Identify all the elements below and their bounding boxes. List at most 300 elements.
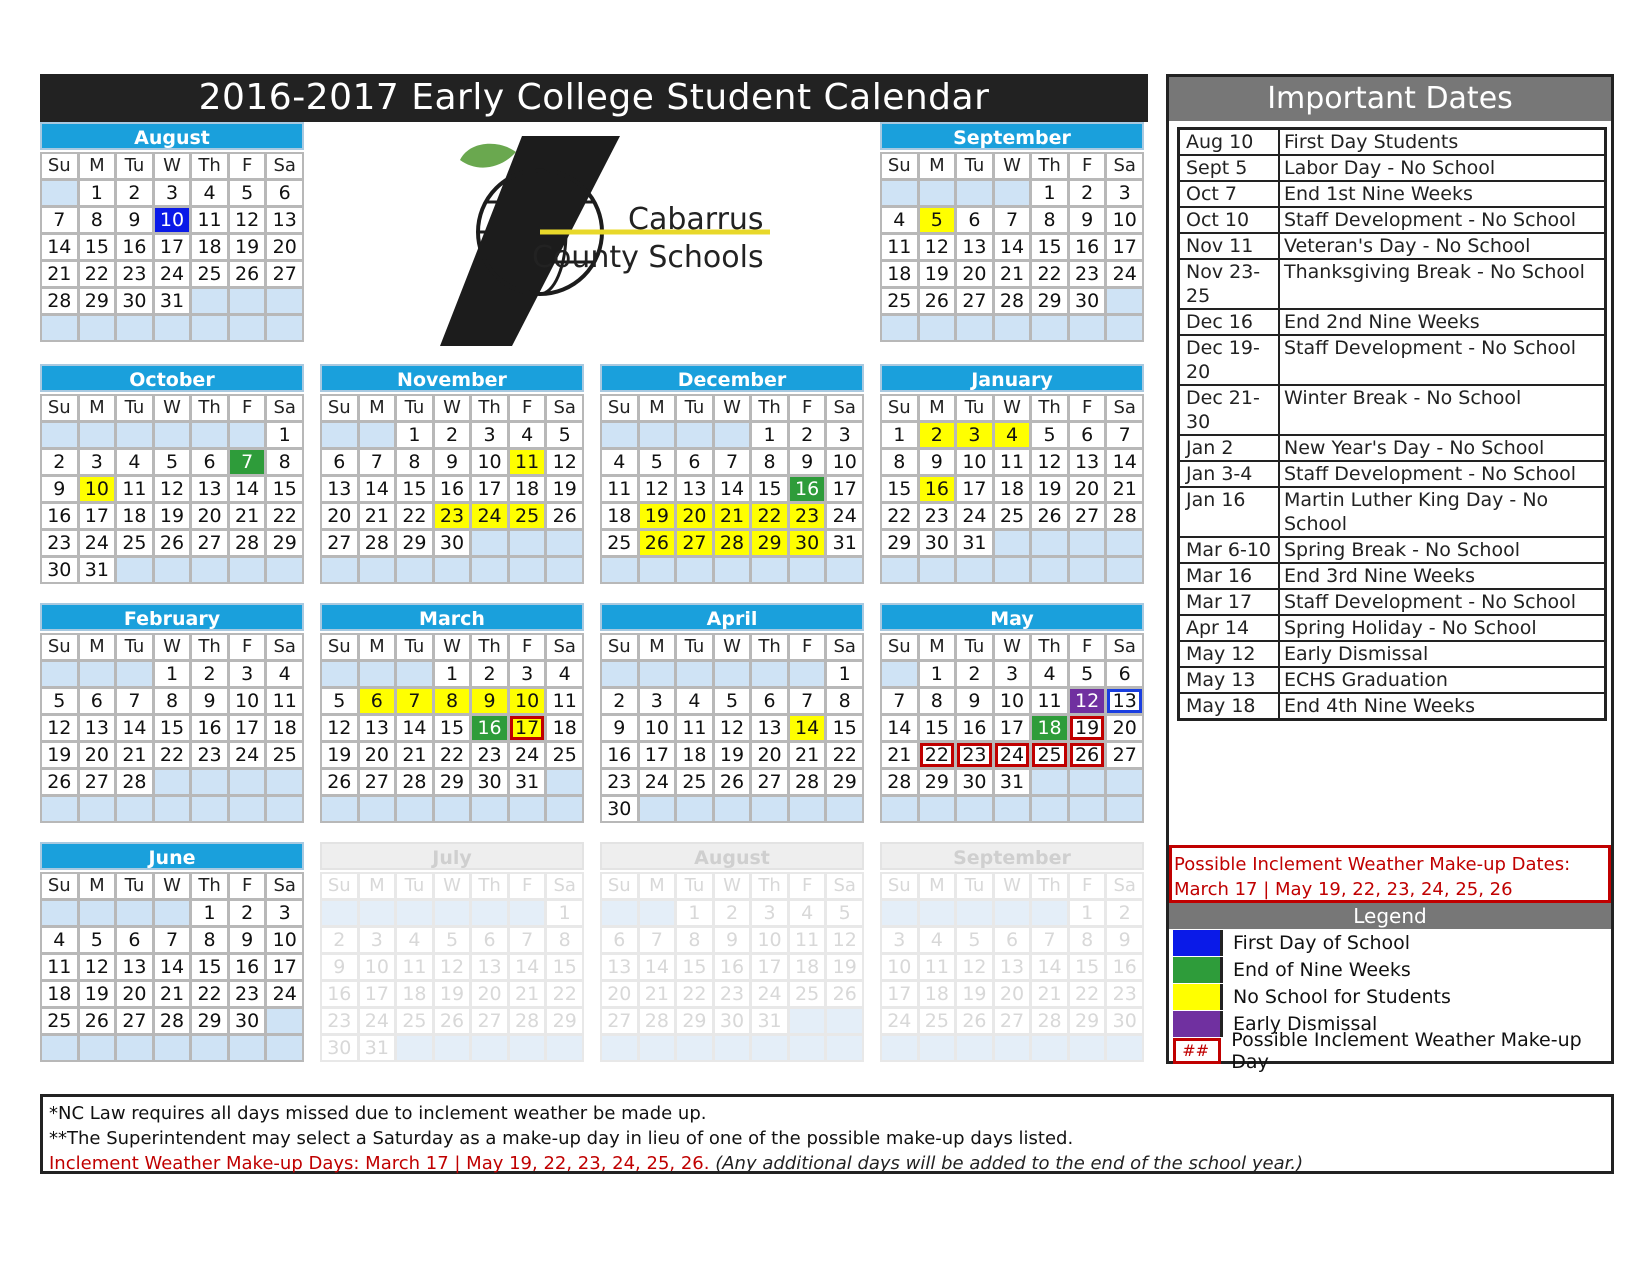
day-cell: 27 bbox=[957, 289, 992, 313]
day-cell: 25 bbox=[677, 770, 712, 794]
day-cell: 14 bbox=[1032, 955, 1067, 979]
day-cell: 15 bbox=[677, 955, 712, 979]
month-grid bbox=[320, 633, 584, 823]
month-grid bbox=[880, 394, 1144, 584]
empty-day-cell bbox=[1107, 289, 1142, 313]
empty-day-cell bbox=[435, 797, 470, 821]
empty-day-cell bbox=[790, 558, 825, 582]
day-cell: 13 bbox=[677, 477, 712, 501]
important-date: Oct 7 bbox=[1180, 182, 1280, 206]
empty-day-cell bbox=[882, 558, 917, 582]
day-cell: 12 bbox=[715, 716, 750, 740]
day-of-week-header: F bbox=[1070, 874, 1105, 898]
day-cell: 7 bbox=[117, 689, 152, 713]
day-cell: 23 bbox=[1070, 262, 1105, 286]
day-cell: 19 bbox=[230, 235, 265, 259]
day-cell: 19 bbox=[155, 504, 190, 528]
note-line-3 bbox=[49, 1151, 1605, 1176]
day-cell: 26 bbox=[920, 289, 955, 313]
important-event: End 4th Nine Weeks bbox=[1284, 695, 1475, 717]
day-cell: 15 bbox=[547, 955, 582, 979]
empty-day-cell bbox=[230, 558, 265, 582]
day-of-week-header: W bbox=[995, 396, 1030, 420]
legend-row bbox=[1169, 956, 1611, 983]
day-cell: 1 bbox=[1032, 181, 1067, 205]
day-cell: 12 bbox=[435, 955, 470, 979]
important-date: Oct 10 bbox=[1180, 208, 1280, 232]
note-makeup-days: Inclement Weather Make-up Days: March 17 | May 19, 22, 23, 24, 25, 26. bbox=[49, 1153, 710, 1174]
day-cell: 10 bbox=[510, 689, 545, 713]
day-cell: 5 bbox=[920, 208, 955, 232]
day-cell: 2 bbox=[1107, 901, 1142, 925]
day-cell: 17 bbox=[752, 955, 787, 979]
empty-day-cell bbox=[80, 1036, 115, 1060]
day-cell: 30 bbox=[715, 1009, 750, 1033]
empty-day-cell bbox=[360, 901, 395, 925]
day-cell: 5 bbox=[435, 928, 470, 952]
day-cell: 8 bbox=[397, 450, 432, 474]
day-cell: 6 bbox=[472, 928, 507, 952]
day-cell: 9 bbox=[715, 928, 750, 952]
day-cell: 25 bbox=[510, 504, 545, 528]
day-cell: 24 bbox=[640, 770, 675, 794]
day-cell: 19 bbox=[42, 743, 77, 767]
day-cell: 23 bbox=[322, 1009, 357, 1033]
day-cell: 7 bbox=[995, 208, 1030, 232]
day-cell: 18 bbox=[790, 955, 825, 979]
day-cell: 28 bbox=[790, 770, 825, 794]
day-of-week-header: W bbox=[715, 396, 750, 420]
day-cell: 10 bbox=[752, 928, 787, 952]
day-of-week-header: W bbox=[715, 635, 750, 659]
day-cell: 25 bbox=[42, 1009, 77, 1033]
day-of-week-header: Tu bbox=[117, 154, 152, 178]
day-of-week-header: F bbox=[1070, 396, 1105, 420]
day-cell: 4 bbox=[790, 901, 825, 925]
empty-day-cell bbox=[640, 662, 675, 686]
day-cell: 25 bbox=[995, 504, 1030, 528]
empty-day-cell bbox=[472, 797, 507, 821]
day-cell: 30 bbox=[230, 1009, 265, 1033]
empty-day-cell bbox=[1070, 531, 1105, 555]
day-cell: 2 bbox=[435, 423, 470, 447]
day-cell: 9 bbox=[957, 689, 992, 713]
day-cell: 8 bbox=[155, 689, 190, 713]
legend-label: End of Nine Weeks bbox=[1233, 958, 1411, 981]
inclement-weather-box bbox=[1169, 845, 1611, 903]
empty-day-cell bbox=[397, 901, 432, 925]
day-cell: 22 bbox=[882, 504, 917, 528]
empty-day-cell bbox=[957, 181, 992, 205]
day-cell: 20 bbox=[1070, 477, 1105, 501]
notes-box bbox=[40, 1094, 1614, 1174]
day-cell: 7 bbox=[790, 689, 825, 713]
day-cell: 6 bbox=[995, 928, 1030, 952]
day-cell: 27 bbox=[192, 531, 227, 555]
empty-day-cell bbox=[1070, 797, 1105, 821]
day-of-week-header: Sa bbox=[827, 874, 862, 898]
day-cell: 8 bbox=[1070, 928, 1105, 952]
day-cell: 27 bbox=[360, 770, 395, 794]
empty-day-cell bbox=[192, 289, 227, 313]
day-cell: 17 bbox=[230, 716, 265, 740]
empty-day-cell bbox=[472, 531, 507, 555]
empty-day-cell bbox=[80, 662, 115, 686]
day-cell: 17 bbox=[882, 982, 917, 1006]
day-cell: 11 bbox=[995, 450, 1030, 474]
day-cell: 31 bbox=[827, 531, 862, 555]
important-date: Jan 16 bbox=[1180, 488, 1280, 536]
empty-day-cell bbox=[827, 1009, 862, 1033]
important-date: Mar 6-10 bbox=[1180, 538, 1280, 562]
day-cell: 2 bbox=[42, 450, 77, 474]
day-cell: 28 bbox=[155, 1009, 190, 1033]
legend-label: Early Dismissal bbox=[1233, 1012, 1378, 1035]
month-name: August bbox=[40, 122, 304, 150]
empty-day-cell bbox=[360, 423, 395, 447]
day-cell: 18 bbox=[1032, 716, 1067, 740]
empty-day-cell bbox=[882, 662, 917, 686]
day-cell: 26 bbox=[322, 770, 357, 794]
day-of-week-header: F bbox=[230, 635, 265, 659]
empty-day-cell bbox=[510, 797, 545, 821]
important-event: Martin Luther King Day - No School bbox=[1284, 489, 1549, 535]
day-of-week-header: Su bbox=[322, 874, 357, 898]
day-cell: 3 bbox=[360, 928, 395, 952]
day-cell: 2 bbox=[1070, 181, 1105, 205]
day-cell: 27 bbox=[1070, 504, 1105, 528]
empty-day-cell bbox=[230, 423, 265, 447]
day-cell: 17 bbox=[80, 504, 115, 528]
day-of-week-header: Sa bbox=[827, 635, 862, 659]
empty-day-cell bbox=[192, 797, 227, 821]
day-cell: 1 bbox=[267, 423, 302, 447]
day-cell: 30 bbox=[1107, 1009, 1142, 1033]
day-cell: 21 bbox=[1107, 477, 1142, 501]
day-cell: 10 bbox=[827, 450, 862, 474]
empty-day-cell bbox=[1107, 770, 1142, 794]
day-cell: 28 bbox=[640, 1009, 675, 1033]
day-of-week-header: F bbox=[790, 396, 825, 420]
empty-day-cell bbox=[42, 662, 77, 686]
day-cell: 10 bbox=[230, 689, 265, 713]
day-cell: 17 bbox=[472, 477, 507, 501]
day-cell: 7 bbox=[42, 208, 77, 232]
month-grid bbox=[40, 633, 304, 823]
day-cell: 1 bbox=[155, 662, 190, 686]
month-july bbox=[320, 842, 584, 1062]
day-cell: 14 bbox=[397, 716, 432, 740]
day-cell: 13 bbox=[1107, 689, 1142, 713]
inclement-line1: Possible Inclement Weather Make-up Dates: bbox=[1174, 854, 1571, 875]
day-cell: 29 bbox=[882, 531, 917, 555]
day-cell: 25 bbox=[790, 982, 825, 1006]
empty-day-cell bbox=[715, 662, 750, 686]
day-cell: 30 bbox=[322, 1036, 357, 1060]
day-cell: 5 bbox=[155, 450, 190, 474]
day-cell: 5 bbox=[230, 181, 265, 205]
empty-day-cell bbox=[117, 901, 152, 925]
empty-day-cell bbox=[435, 901, 470, 925]
month-grid bbox=[880, 633, 1144, 823]
empty-day-cell bbox=[192, 316, 227, 340]
day-cell: 13 bbox=[602, 955, 637, 979]
day-cell: 26 bbox=[957, 1009, 992, 1033]
empty-day-cell bbox=[715, 558, 750, 582]
empty-day-cell bbox=[230, 797, 265, 821]
day-of-week-header: Su bbox=[882, 635, 917, 659]
important-event: Staff Development - No School bbox=[1284, 463, 1577, 485]
day-cell: 4 bbox=[397, 928, 432, 952]
important-date-row bbox=[1180, 310, 1604, 334]
day-of-week-header: Su bbox=[602, 635, 637, 659]
day-of-week-header: Su bbox=[602, 874, 637, 898]
note-line-2: **The Superintendent may select a Saturday as a make-up day in lieu of one of the possible make-up days listed. bbox=[49, 1128, 1074, 1149]
day-of-week-header: Su bbox=[42, 154, 77, 178]
empty-day-cell bbox=[397, 1036, 432, 1060]
empty-day-cell bbox=[192, 770, 227, 794]
day-cell: 26 bbox=[547, 504, 582, 528]
empty-day-cell bbox=[995, 531, 1030, 555]
day-cell: 2 bbox=[472, 662, 507, 686]
empty-day-cell bbox=[42, 1036, 77, 1060]
day-of-week-header: Sa bbox=[267, 874, 302, 898]
empty-day-cell bbox=[117, 316, 152, 340]
day-cell: 20 bbox=[117, 982, 152, 1006]
day-cell: 1 bbox=[827, 662, 862, 686]
day-cell: 19 bbox=[827, 955, 862, 979]
month-may bbox=[880, 603, 1144, 823]
legend-swatch: ## bbox=[1173, 1038, 1221, 1064]
day-cell: 3 bbox=[640, 689, 675, 713]
day-of-week-header: M bbox=[80, 396, 115, 420]
empty-day-cell bbox=[602, 558, 637, 582]
day-cell: 28 bbox=[995, 289, 1030, 313]
empty-day-cell bbox=[1070, 316, 1105, 340]
empty-day-cell bbox=[155, 770, 190, 794]
day-cell: 1 bbox=[547, 901, 582, 925]
day-cell: 25 bbox=[192, 262, 227, 286]
day-of-week-header: F bbox=[230, 154, 265, 178]
month-april bbox=[600, 603, 864, 823]
empty-day-cell bbox=[322, 558, 357, 582]
day-cell: 19 bbox=[1032, 477, 1067, 501]
day-cell: 15 bbox=[920, 716, 955, 740]
month-name: October bbox=[40, 364, 304, 392]
day-cell: 18 bbox=[677, 743, 712, 767]
empty-day-cell bbox=[957, 558, 992, 582]
day-cell: 13 bbox=[752, 716, 787, 740]
important-date: Dec 21-30 bbox=[1180, 386, 1280, 434]
empty-day-cell bbox=[155, 1036, 190, 1060]
day-of-week-header: Sa bbox=[827, 396, 862, 420]
day-of-week-header: F bbox=[790, 874, 825, 898]
empty-day-cell bbox=[790, 662, 825, 686]
day-cell: 2 bbox=[322, 928, 357, 952]
day-of-week-header: F bbox=[510, 635, 545, 659]
day-of-week-header: W bbox=[995, 154, 1030, 178]
day-of-week-header: W bbox=[155, 635, 190, 659]
important-event: Staff Development - No School bbox=[1284, 209, 1577, 231]
day-cell: 12 bbox=[80, 955, 115, 979]
day-cell: 28 bbox=[715, 531, 750, 555]
day-of-week-header: Sa bbox=[1107, 874, 1142, 898]
day-cell: 20 bbox=[1107, 716, 1142, 740]
day-cell: 21 bbox=[42, 262, 77, 286]
day-cell: 25 bbox=[117, 531, 152, 555]
day-of-week-header: F bbox=[230, 874, 265, 898]
day-of-week-header: W bbox=[435, 396, 470, 420]
important-date-row bbox=[1180, 130, 1604, 154]
day-of-week-header: Su bbox=[42, 396, 77, 420]
day-cell: 3 bbox=[1107, 181, 1142, 205]
day-of-week-header: Su bbox=[322, 635, 357, 659]
empty-day-cell bbox=[957, 1036, 992, 1060]
important-event: ECHS Graduation bbox=[1284, 669, 1448, 691]
important-date-row bbox=[1180, 182, 1604, 206]
day-cell: 3 bbox=[882, 928, 917, 952]
empty-day-cell bbox=[827, 797, 862, 821]
important-event: Labor Day - No School bbox=[1284, 157, 1496, 179]
empty-day-cell bbox=[920, 316, 955, 340]
day-of-week-header: Th bbox=[1032, 874, 1067, 898]
empty-day-cell bbox=[192, 558, 227, 582]
day-cell: 25 bbox=[397, 1009, 432, 1033]
empty-day-cell bbox=[1107, 558, 1142, 582]
day-of-week-header: Su bbox=[42, 635, 77, 659]
day-of-week-header: Th bbox=[752, 874, 787, 898]
day-cell: 12 bbox=[547, 450, 582, 474]
day-cell: 4 bbox=[42, 928, 77, 952]
day-cell: 11 bbox=[677, 716, 712, 740]
month-grid bbox=[40, 394, 304, 584]
day-cell: 27 bbox=[322, 531, 357, 555]
day-cell: 5 bbox=[1032, 423, 1067, 447]
day-of-week-header: Tu bbox=[957, 874, 992, 898]
day-cell: 23 bbox=[920, 504, 955, 528]
legend bbox=[1169, 929, 1611, 1073]
note-additional-days: (Any additional days will be added to the end of the school year.) bbox=[715, 1153, 1304, 1174]
empty-day-cell bbox=[42, 423, 77, 447]
day-cell: 5 bbox=[640, 450, 675, 474]
day-cell: 31 bbox=[752, 1009, 787, 1033]
day-cell: 2 bbox=[790, 423, 825, 447]
empty-day-cell bbox=[435, 558, 470, 582]
day-cell: 19 bbox=[1070, 716, 1105, 740]
day-cell: 21 bbox=[117, 743, 152, 767]
day-cell: 23 bbox=[602, 770, 637, 794]
day-cell: 10 bbox=[995, 689, 1030, 713]
empty-day-cell bbox=[920, 901, 955, 925]
day-of-week-header: Th bbox=[752, 396, 787, 420]
day-cell: 19 bbox=[640, 504, 675, 528]
empty-day-cell bbox=[1032, 531, 1067, 555]
day-of-week-header: M bbox=[920, 635, 955, 659]
day-of-week-header: Sa bbox=[267, 154, 302, 178]
day-cell: 30 bbox=[435, 531, 470, 555]
day-of-week-header: Tu bbox=[117, 396, 152, 420]
day-cell: 18 bbox=[602, 504, 637, 528]
empty-day-cell bbox=[267, 1009, 302, 1033]
empty-day-cell bbox=[360, 797, 395, 821]
empty-day-cell bbox=[42, 316, 77, 340]
empty-day-cell bbox=[510, 531, 545, 555]
day-cell: 11 bbox=[602, 477, 637, 501]
day-of-week-header: Th bbox=[1032, 154, 1067, 178]
empty-day-cell bbox=[602, 901, 637, 925]
day-cell: 18 bbox=[192, 235, 227, 259]
day-cell: 27 bbox=[117, 1009, 152, 1033]
day-cell: 8 bbox=[827, 689, 862, 713]
day-cell: 24 bbox=[957, 504, 992, 528]
day-cell: 11 bbox=[1032, 689, 1067, 713]
day-cell: 23 bbox=[117, 262, 152, 286]
month-january bbox=[880, 364, 1144, 584]
day-cell: 16 bbox=[117, 235, 152, 259]
legend-swatch bbox=[1173, 1011, 1223, 1037]
day-cell: 23 bbox=[957, 743, 992, 767]
day-of-week-header: Th bbox=[472, 635, 507, 659]
day-cell: 10 bbox=[360, 955, 395, 979]
day-cell: 17 bbox=[995, 716, 1030, 740]
empty-day-cell bbox=[322, 901, 357, 925]
day-cell: 11 bbox=[42, 955, 77, 979]
important-event: Winter Break - No School bbox=[1284, 387, 1522, 409]
day-of-week-header: M bbox=[80, 635, 115, 659]
day-cell: 8 bbox=[920, 689, 955, 713]
important-date: Nov 23-25 bbox=[1180, 260, 1280, 308]
month-december bbox=[600, 364, 864, 584]
day-cell: 11 bbox=[397, 955, 432, 979]
day-cell: 15 bbox=[192, 955, 227, 979]
empty-day-cell bbox=[155, 558, 190, 582]
day-cell: 26 bbox=[1032, 504, 1067, 528]
day-cell: 26 bbox=[827, 982, 862, 1006]
day-cell: 10 bbox=[1107, 208, 1142, 232]
day-cell: 4 bbox=[920, 928, 955, 952]
empty-day-cell bbox=[995, 901, 1030, 925]
day-cell: 1 bbox=[1070, 901, 1105, 925]
important-dates-table bbox=[1177, 127, 1607, 721]
day-cell: 20 bbox=[677, 504, 712, 528]
important-date-row bbox=[1180, 642, 1604, 666]
day-cell: 12 bbox=[1032, 450, 1067, 474]
day-cell: 25 bbox=[267, 743, 302, 767]
day-of-week-header: Tu bbox=[117, 635, 152, 659]
empty-day-cell bbox=[1107, 531, 1142, 555]
day-of-week-header: W bbox=[435, 874, 470, 898]
day-cell: 19 bbox=[957, 982, 992, 1006]
day-cell: 15 bbox=[1032, 235, 1067, 259]
month-grid bbox=[40, 152, 304, 342]
day-cell: 10 bbox=[640, 716, 675, 740]
empty-day-cell bbox=[640, 797, 675, 821]
important-date: Dec 19-20 bbox=[1180, 336, 1280, 384]
day-cell: 10 bbox=[155, 208, 190, 232]
empty-day-cell bbox=[322, 797, 357, 821]
empty-day-cell bbox=[547, 770, 582, 794]
logo-text-cabarrus: Cabarrus bbox=[628, 202, 764, 237]
day-cell: 4 bbox=[547, 662, 582, 686]
month-october bbox=[40, 364, 304, 584]
day-of-week-header: Sa bbox=[1107, 154, 1142, 178]
empty-day-cell bbox=[677, 423, 712, 447]
day-cell: 11 bbox=[117, 477, 152, 501]
day-cell: 1 bbox=[882, 423, 917, 447]
day-cell: 5 bbox=[715, 689, 750, 713]
empty-day-cell bbox=[42, 181, 77, 205]
day-cell: 29 bbox=[752, 531, 787, 555]
